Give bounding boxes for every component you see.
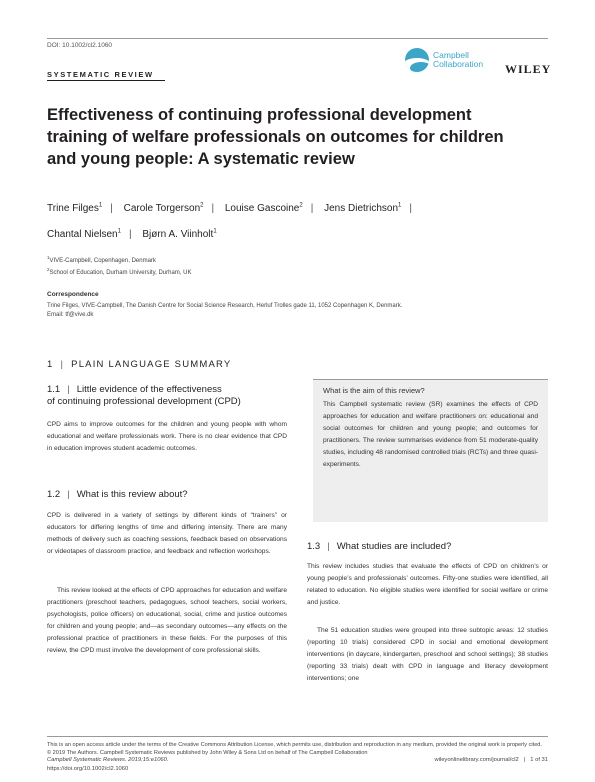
footer-page-info: wileyonlinelibrary.com/journal/cl2 | 1 of 31 [434,757,548,763]
footnote-rule [47,736,548,737]
affiliation: $^1$VIVE-Campbell, Copenhagen, Denmark [47,255,156,264]
footer-doi-link[interactable]: https://doi.org/10.1002/cl2.1060 [47,766,129,772]
campbell-wave-icon [405,48,429,72]
subsection-heading-1-2: 1.2 | What is this review about? [47,489,188,500]
author-name[interactable]: Carole Torgerson$^2$ [123,203,204,215]
license-footnote: This is an open access article under the terms of the Creative Commons Attribution License, which permits use, distribution and reproduction in any medium, provided the original work is properly cited. © 2019 The Authors. Campbell Systematic Reviews published by John Wiley & Sons Ltd on behalf of The Campbell Collaboration [47,742,542,756]
body-paragraph: CPD aims to improve outcomes for the children and young people with whom educational and welfare professionals work. There is no clear evidence that CPD in education improves student academic outcomes. [47,421,287,452]
campbell-logo-text: Campbell Collaboration [433,49,484,69]
correspondence-label: Correspondence [47,291,99,298]
footer-citation: Campbell Systematic Reviews. 2019;15:e1060. https://doi.org/10.1002/cl2.1060 [47,757,169,772]
correspondence-text: Trine Filges, VIVE-Campbell, The Danish Centre for Social Science Research, Herluf Trolles gade 11, 1052 Copenhagen K, Denmark. Email: tf@vive.dk [47,302,517,319]
section-type-underline [47,80,165,81]
author-list: Trine Filges$^1$ | Carole Torgerson$^2$ | Louise Gascoine$^2$ | Jens Dietrichson$^1$ | Chantal Nielsen$^1$ | Bjørn A. Viinholt$^1$ [47,203,412,240]
author-name[interactable]: Jens Dietrichson$^1$ [324,203,402,215]
body-paragraph: The 51 education studies were grouped into three subtopic areas: 12 studies (reporting 10 trials) considered CPD in social and emotional development interventions (in daycare, kindergarten, preschool and school settings); 38 studies (reporting 33 trials) dealt with CPD in language and literacy development interventions; one [307,627,548,682]
body-paragraph: This review includes studies that evaluate the effects of CPD on children’s or young people’s and professionals’ outcomes. Fifty-one studies were identified, all related to education. No eligible studies were identified for social welfare or crime and justice. [307,563,548,606]
body-paragraph: CPD is delivered in a variety of settings by different kinds of “trainers” or educators for differing lengths of time and differing intensity. There are many methods of delivery such as coaching sessions, feedback based on observations or videotapes of classroom practice, and feedback and reflection workshops. [47,512,287,555]
aim-box [313,379,548,522]
publisher-logo: WILEY [505,62,552,76]
campbell-logo [405,48,483,72]
aim-box-title: What is the aim of this review? [323,386,425,395]
body-paragraph: This review looked at the effects of CPD approaches for education and welfare practitioners (preschool teachers, pedagogues, school teachers, social workers, psychologists, police officers) on educational, social, crime and justice outcomes for children and young people; and—as secondary outcomes—any effects on the professional practice of practitioners in these fields. For the purposes of this review, the CPD must involve the development of core professional skills. [47,587,287,654]
author-name[interactable]: Louise Gascoine$^2$ [224,203,303,215]
correspondence-email[interactable]: Email: tf@vive.dk [47,311,94,318]
doi-text[interactable]: DOI: 10.1002/cl2.1060 [47,42,113,49]
section-heading: 1 | PLAIN LANGUAGE SUMMARY [47,359,232,370]
journal-site-link[interactable]: wileyonlinelibrary.com/journal/cl2 [434,757,519,763]
subsection-heading-1-1: 1.1 | Little evidence of the effectiveness of continuing professional development (CPD) [47,384,241,407]
section-type-label: SYSTEMATIC REVIEW [47,70,154,79]
top-rule [47,38,548,39]
affiliation: $^2$School of Education, Durham University, Durham, UK [47,267,192,276]
subsection-heading-1-3: 1.3 | What studies are included? [307,541,452,552]
author-name[interactable]: Chantal Nielsen$^1$ [47,228,121,240]
author-name[interactable]: Trine Filges$^1$ [47,203,103,215]
article-title: Effectiveness of continuing professional development training of welfare professionals on outcomes for children and young people: A systematic review [47,106,504,168]
page-number: 1 of 31 [530,757,548,763]
aim-box-text: This Campbell systematic review (SR) examines the effects of CPD approaches for education and welfare practitioners on: educational and social outcomes for children and young people; and outcomes for practitioners. The review summarises evidence from 51 moderate-quality studies, including 48 randomised controlled trials (RCTs) and three quasi-experiments. [323,401,538,468]
author-name[interactable]: Bjørn A. Viinholt$^1$ [142,228,217,240]
